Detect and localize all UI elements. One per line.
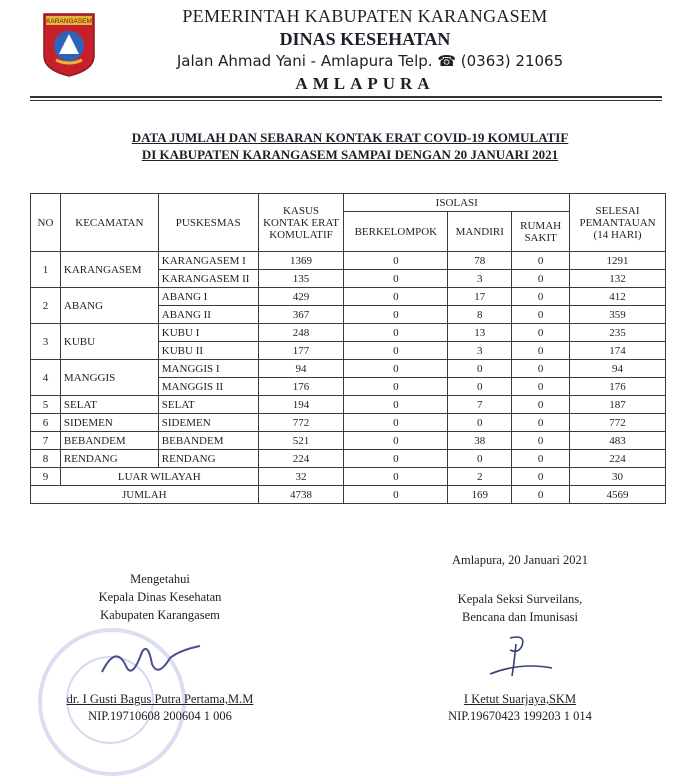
table-row (31, 396, 666, 414)
cell-selesai: 94 (570, 360, 666, 378)
table-row-total (31, 486, 666, 504)
cell-kasus: 1369 (258, 252, 344, 270)
cell-kecamatan: KARANGASEM (60, 252, 158, 288)
table-body (31, 252, 666, 504)
cell-puskesmas: KARANGASEM I (158, 252, 258, 270)
cell-kasus: 135 (258, 270, 344, 288)
cell-rumah-sakit: 0 (512, 414, 570, 432)
cell-rumah-sakit: 0 (512, 360, 570, 378)
cell-no: 1 (31, 252, 61, 288)
cell-rumah-sakit: 0 (512, 468, 570, 486)
header-no: NO (31, 194, 61, 252)
cell-berkelompok: 0 (344, 342, 448, 360)
cell-rumah-sakit: 0 (512, 378, 570, 396)
cell-kecamatan: KUBU (60, 324, 158, 360)
cell-kasus: 194 (258, 396, 344, 414)
cell-selesai: 483 (570, 432, 666, 450)
cell-mandiri: 0 (448, 378, 512, 396)
header-mandiri: MANDIRI (448, 212, 512, 252)
cell-berkelompok: 0 (344, 360, 448, 378)
cell-total-berkelompok: 0 (344, 486, 448, 504)
cell-mandiri: 0 (448, 450, 512, 468)
cell-mandiri: 7 (448, 396, 512, 414)
contact-tracing-table (30, 193, 666, 504)
table-row (31, 414, 666, 432)
cell-kasus: 521 (258, 432, 344, 450)
left-signatory-name: dr. I Gusti Bagus Putra Pertama,M.M (66, 692, 254, 706)
cell-selesai: 187 (570, 396, 666, 414)
cell-puskesmas: RENDANG (158, 450, 258, 468)
cell-rumah-sakit: 0 (512, 396, 570, 414)
letterhead-agency: DINAS KESEHATAN (279, 29, 451, 49)
cell-mandiri: 38 (448, 432, 512, 450)
cell-berkelompok: 0 (344, 414, 448, 432)
cell-mandiri: 8 (448, 306, 512, 324)
cell-selesai: 359 (570, 306, 666, 324)
cell-puskesmas: BEBANDEM (158, 432, 258, 450)
cell-kasus: 177 (258, 342, 344, 360)
header-berkelompok: BERKELOMPOK (344, 212, 448, 252)
right-handwritten-signature (470, 632, 570, 687)
cell-puskesmas: KARANGASEM II (158, 270, 258, 288)
table-row (31, 360, 666, 378)
cell-no: 9 (31, 468, 61, 486)
cell-selesai: 772 (570, 414, 666, 432)
cell-selesai: 30 (570, 468, 666, 486)
cell-no: 6 (31, 414, 61, 432)
right-sig-line2: Bencana dan Imunisasi (462, 610, 578, 624)
right-signatory-name: I Ketut Suarjaya,SKM (463, 692, 577, 706)
left-sig-line2: Kepala Dinas Kesehatan (98, 590, 222, 604)
cell-selesai: 174 (570, 342, 666, 360)
table-row (31, 288, 666, 306)
header-divider (30, 96, 662, 98)
right-signature-block (395, 590, 645, 626)
header-puskesmas: PUSKESMAS (158, 194, 258, 252)
cell-berkelompok: 0 (344, 396, 448, 414)
letterhead-address: Jalan Ahmad Yani - Amlapura Telp. ☎ (0363) 21065 (176, 52, 564, 70)
cell-kecamatan: SIDEMEN (60, 414, 158, 432)
cell-rumah-sakit: 0 (512, 342, 570, 360)
cell-mandiri: 3 (448, 270, 512, 288)
table-row (31, 324, 666, 342)
cell-rumah-sakit: 0 (512, 324, 570, 342)
cell-mandiri: 17 (448, 288, 512, 306)
cell-puskesmas: SELAT (158, 396, 258, 414)
cell-kecamatan: RENDANG (60, 450, 158, 468)
letterhead-government: PEMERINTAH KABUPATEN KARANGASEM (182, 6, 548, 26)
cell-puskesmas: KUBU II (158, 342, 258, 360)
left-handwritten-signature (96, 632, 206, 692)
cell-berkelompok: 0 (344, 306, 448, 324)
cell-berkelompok: 0 (344, 270, 448, 288)
header-selesai: SELESAI PEMANTAUAN (14 HARI) (570, 194, 666, 252)
letterhead-city: AMLAPURA (295, 74, 435, 93)
cell-kecamatan: SELAT (60, 396, 158, 414)
right-signatory-nip: NIP.19670423 199203 1 014 (448, 709, 592, 723)
cell-rumah-sakit: 0 (512, 252, 570, 270)
cell-mandiri: 0 (448, 360, 512, 378)
cell-no: 3 (31, 324, 61, 360)
cell-jumlah-label: JUMLAH (31, 486, 259, 504)
left-sig-line1: Mengetahui (130, 572, 190, 586)
cell-kecamatan: ABANG (60, 288, 158, 324)
left-signatory-nip: NIP.19710608 200604 1 006 (88, 709, 232, 723)
cell-kasus: 94 (258, 360, 344, 378)
cell-total-mandiri: 169 (448, 486, 512, 504)
cell-rumah-sakit: 0 (512, 306, 570, 324)
cell-rumah-sakit: 0 (512, 450, 570, 468)
cell-kasus: 224 (258, 450, 344, 468)
cell-no: 2 (31, 288, 61, 324)
document-subtitle: DI KABUPATEN KARANGASEM SAMPAI DENGAN 20 JANUARI 2021 (141, 147, 559, 162)
cell-puskesmas: ABANG I (158, 288, 258, 306)
place-date: Amlapura, 20 Januari 2021 (451, 553, 589, 567)
cell-puskesmas: MANGGIS I (158, 360, 258, 378)
cell-luar-wilayah: LUAR WILAYAH (60, 468, 258, 486)
cell-selesai: 132 (570, 270, 666, 288)
cell-rumah-sakit: 0 (512, 432, 570, 450)
cell-berkelompok: 0 (344, 450, 448, 468)
svg-text:KARANGASEM: KARANGASEM (46, 18, 92, 25)
cell-kasus: 176 (258, 378, 344, 396)
karangasem-emblem-logo (40, 12, 98, 78)
cell-berkelompok: 0 (344, 252, 448, 270)
cell-selesai: 412 (570, 288, 666, 306)
cell-kasus: 32 (258, 468, 344, 486)
left-sig-line3: Kabupaten Karangasem (100, 608, 220, 622)
table-row (31, 252, 666, 270)
cell-puskesmas: ABANG II (158, 306, 258, 324)
left-signature-block (40, 570, 280, 624)
cell-berkelompok: 0 (344, 468, 448, 486)
table-row (31, 450, 666, 468)
cell-berkelompok: 0 (344, 432, 448, 450)
cell-total-selesai: 4569 (570, 486, 666, 504)
right-sig-line1: Kepala Seksi Surveilans, (457, 592, 583, 606)
header-kecamatan: KECAMATAN (60, 194, 158, 252)
cell-no: 8 (31, 450, 61, 468)
cell-kecamatan: MANGGIS (60, 360, 158, 396)
cell-puskesmas: SIDEMEN (158, 414, 258, 432)
cell-mandiri: 13 (448, 324, 512, 342)
document-title: DATA JUMLAH DAN SEBARAN KONTAK ERAT COVID-19 KOMULATIF (131, 130, 569, 145)
cell-kecamatan: BEBANDEM (60, 432, 158, 450)
cell-selesai: 224 (570, 450, 666, 468)
cell-berkelompok: 0 (344, 324, 448, 342)
cell-kasus: 248 (258, 324, 344, 342)
cell-mandiri: 78 (448, 252, 512, 270)
cell-no: 5 (31, 396, 61, 414)
cell-total-rumah-sakit: 0 (512, 486, 570, 504)
cell-mandiri: 2 (448, 468, 512, 486)
cell-kasus: 429 (258, 288, 344, 306)
cell-kasus: 367 (258, 306, 344, 324)
cell-selesai: 176 (570, 378, 666, 396)
table-row (31, 432, 666, 450)
cell-selesai: 235 (570, 324, 666, 342)
cell-selesai: 1291 (570, 252, 666, 270)
cell-kasus: 772 (258, 414, 344, 432)
cell-puskesmas: KUBU I (158, 324, 258, 342)
header-isolasi: ISOLASI (344, 194, 570, 212)
header-kasus: KASUS KONTAK ERAT KOMULATIF (258, 194, 344, 252)
cell-berkelompok: 0 (344, 288, 448, 306)
cell-no: 4 (31, 360, 61, 396)
table-row-luar-wilayah (31, 468, 666, 486)
cell-rumah-sakit: 0 (512, 288, 570, 306)
cell-puskesmas: MANGGIS II (158, 378, 258, 396)
header-rumah-sakit: RUMAH SAKIT (512, 212, 570, 252)
cell-no: 7 (31, 432, 61, 450)
cell-berkelompok: 0 (344, 378, 448, 396)
header-divider-thin (30, 100, 662, 101)
cell-mandiri: 0 (448, 414, 512, 432)
cell-total-kasus: 4738 (258, 486, 344, 504)
cell-mandiri: 3 (448, 342, 512, 360)
cell-rumah-sakit: 0 (512, 270, 570, 288)
